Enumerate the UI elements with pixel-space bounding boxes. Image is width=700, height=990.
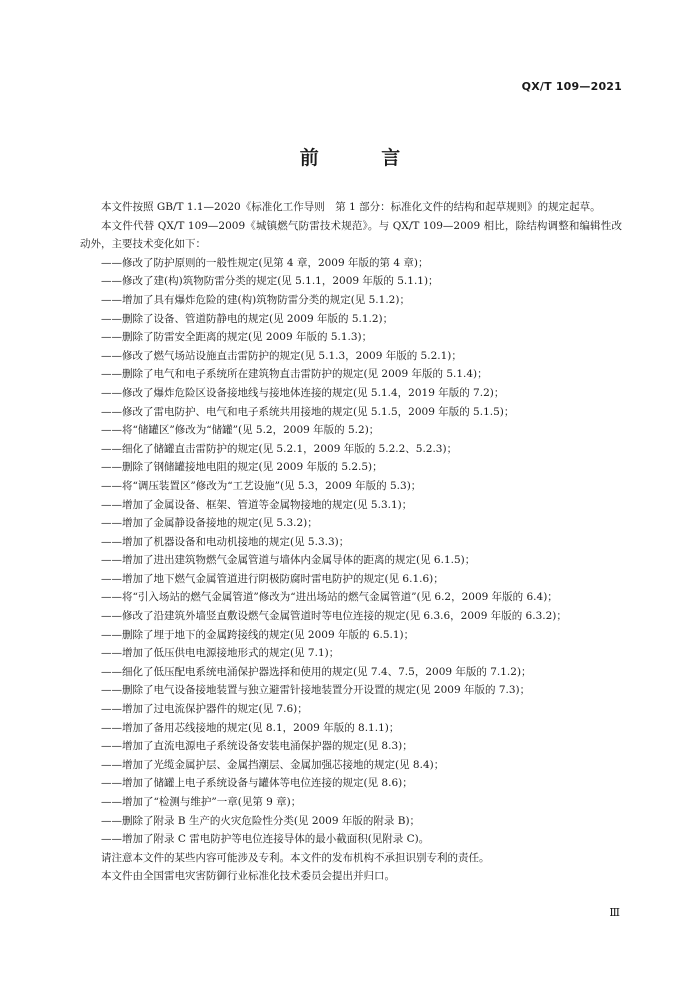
change-item: ——细化了低压配电系统电涌保护器选择和使用的规定(见 7.4、7.5，2009 年版的 7.1.2)； [101,665,532,678]
change-item: ——修改了雷电防护、电气和电子系统共用接地的规定(见 5.1.5，2009 年版的 5.1.5)； [101,405,515,418]
proposer-statement: 本文件由全国雷电灾害防御行业标准化技术委员会提出并归口。 [101,870,395,883]
change-item: ——增加了直流电源电子系统设备安装电涌保护器的规定(见 8.3)； [101,740,413,753]
change-item: ——增加了进出建筑物燃气金属管道与墙体内金属导体的距离的规定(见 6.1.5)； [101,554,476,567]
change-item: ——增加了机器设备和电动机接地的规定(见 5.3.3)； [101,535,350,548]
change-item: ——增加了地下燃气金属管道进行阴极防腐时雷电防护的规定(见 6.1.6)； [101,572,444,585]
document-code: QX/T 109—2021 [521,80,622,93]
change-item: ——增加了“检测与维护”一章(见第 9 章)； [101,796,302,808]
change-item: ——增加了储罐上电子系统设备与罐体等电位连接的规定(见 8.6)； [101,777,413,790]
change-item: ——删除了电气设备接地装置与独立避雷针接地装置分开设置的规定(见 2009 年版的 7.3)； [101,684,531,697]
change-item: ——细化了储罐直击雷防护的规定(见 5.2.1，2009 年版的 5.2.2、5.2.3)； [101,442,458,455]
change-item: ——增加了附录 C 雷电防护等电位连接导体的最小截面积(见附录 C)。 [101,833,430,846]
change-item: ——增加了金属静设备接地的规定(见 5.3.2)； [101,517,318,530]
patent-notice: 请注意本文件的某些内容可能涉及专利。本文件的发布机构不承担识别专利的责任。 [101,851,490,864]
change-item: ——将“引入场站的燃气金属管道”修改为“进出场站的燃气金属管道”(见 6.2，2009 年版的 6.4)； [101,591,558,604]
change-item: ——修改了爆炸危险区设备接地线与接地体连接的规定(见 5.1.4，2019 年版的 7.2)； [101,386,505,399]
change-item: ——修改了沿建筑外墙竖直敷设燃气金属管道时等电位连接的规定(见 6.3.6，2009 年版的 6.3.2)； [101,610,567,623]
change-item: ——删除了钢储罐接地电阻的规定(见 2009 年版的 5.2.5)； [101,461,383,474]
page-number: Ⅲ [609,906,620,919]
change-item: ——增加了备用芯线接地的规定(见 8.1，2009 年版的 8.1.1)； [101,721,400,734]
change-item: ——修改了建(构)筑物防雷分类的规定(见 5.1.1，2009 年版的 5.1.1)； [101,275,439,288]
change-item: ——删除了附录 B 生产的火灾危险性分类(见 2009 年版的附录 B)； [101,814,421,827]
change-item: ——将“调压装置区”修改为“工艺设施”(见 5.3，2009 年版的 5.3)； [101,479,422,492]
change-item: ——删除了防雷安全距离的规定(见 2009 年版的 5.1.3)； [101,331,373,344]
foreword-body [80,198,622,886]
change-item: ——删除了电气和电子系统所在建筑物直击雷防护的规定(见 2009 年版的 5.1.4)； [101,368,488,381]
change-item: ——删除了埋于地下的金属跨接线的规定(见 2009 年版的 6.5.1)； [101,628,415,641]
change-item: ——增加了过电流保护器件的规定(见 7.6)； [101,703,308,716]
change-item: ——将“储罐区”修改为“储罐”(见 5.2，2009 年版的 5.2)； [101,424,380,437]
change-item: ——删除了设备、管道防静电的规定(见 2009 年版的 5.1.2)； [101,312,394,325]
changes-list [80,254,622,849]
change-item: ——增加了金属设备、框架、管道等金属物接地的规定(见 5.3.1)； [101,498,413,511]
change-item: ——增加了低压供电电源接地形式的规定(见 7.1)； [101,647,340,660]
change-item: ——修改了燃气场站设施直击雷防护的规定(见 5.1.3，2009 年版的 5.2.1)； [101,349,462,362]
change-item: ——修改了防护原则的一般性规定(见第 4 章，2009 年版的第 4 章)； [101,256,429,269]
page-title: 前 言 [299,147,429,169]
change-item: ——增加了具有爆炸危险的建(构)筑物防雷分类的规定(见 5.1.2)； [101,293,410,306]
intro-paragraph-2: 本文件代替 QX/T 109—2009《城镇燃气防雷技术规范》。与 QX/T 109—2009 相比，除结构调整和编辑性改动外，主要技术变化如下： [80,219,622,251]
intro-paragraph-1: 本文件按照 GB/T 1.1—2020《标准化工作导则 第 1 部分：标准化文件的结构和起草规则》的规定起草。 [101,201,601,213]
change-item: ——增加了光缆金属护层、金属挡潮层、金属加强芯接地的规定(见 8.4)； [101,758,445,771]
